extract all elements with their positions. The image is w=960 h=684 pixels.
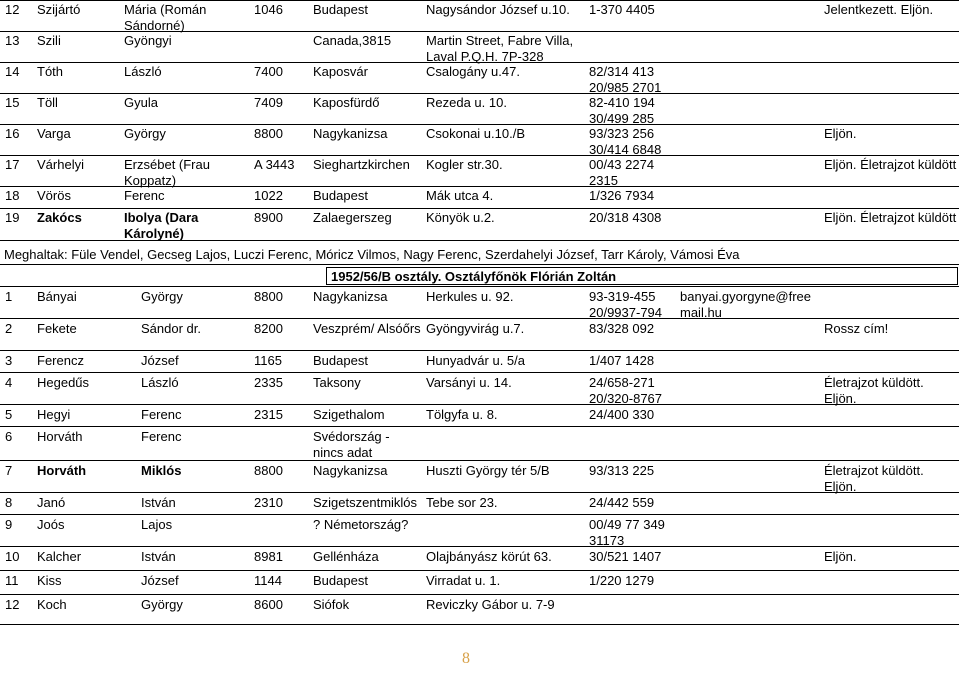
city: Kaposfürdő (313, 95, 380, 110)
class-section-title (326, 267, 958, 285)
postal-code: 8200 (254, 321, 283, 336)
row-divider (0, 570, 959, 571)
phone-number: 00/43 2274 2315 (589, 157, 655, 188)
street-address: Reviczky Gábor u. 7-9 (426, 597, 555, 612)
phone-number: 93/323 256 30/414 6848 (589, 126, 662, 157)
row-divider (0, 62, 959, 63)
street-address: Gyöngyvirág u.7. (426, 321, 525, 336)
remark: Rossz cím! (824, 321, 889, 336)
phone-number: 24/658-271 20/320-8767 (589, 375, 663, 406)
street-address: Mák utca 4. (426, 188, 494, 203)
last-name: Koch (37, 597, 67, 612)
last-name: Várhelyi (37, 157, 84, 172)
phone-number: 1/326 7934 (589, 188, 655, 203)
remark: Életrajzot küldött. Eljön. (824, 375, 924, 406)
first-name: György (124, 126, 166, 141)
last-name: Kiss (37, 573, 62, 588)
row-divider (0, 426, 959, 427)
postal-code: 8800 (254, 289, 283, 304)
row-number: 1 (5, 289, 13, 304)
last-name: Tóth (37, 64, 64, 79)
last-name: Ferencz (37, 353, 84, 368)
email-address: banyai.gyorgyne@free mail.hu (680, 289, 811, 320)
row-number: 16 (5, 126, 20, 141)
phone-number: 30/521 1407 (589, 549, 662, 564)
last-name: Joós (37, 517, 65, 532)
last-name: Vörös (37, 188, 71, 203)
row-number: 13 (5, 33, 20, 48)
row-divider (0, 372, 959, 373)
first-name: Lajos (141, 517, 173, 532)
phone-number: 24/400 330 (589, 407, 655, 422)
first-name: Gyula (124, 95, 158, 110)
phone-number: 93/313 225 (589, 463, 655, 478)
last-name: Janó (37, 495, 66, 510)
last-name: Szijártó (37, 2, 81, 17)
row-number: 11 (5, 573, 19, 588)
postal-code: 7409 (254, 95, 283, 110)
city: Gellénháza (313, 549, 379, 564)
city: Kaposvár (313, 64, 368, 79)
last-name: Zakócs (37, 210, 82, 225)
section-title-text: 1952/56/B osztály. Osztályfőnök Flórián Zoltán (331, 269, 617, 284)
row-number: 3 (5, 353, 13, 368)
postal-code: 1144 (254, 573, 282, 588)
row-number: 17 (5, 157, 20, 172)
postal-code: 8800 (254, 463, 283, 478)
row-divider (0, 546, 959, 547)
first-name: László (124, 64, 162, 79)
page-number: 8 (462, 650, 470, 667)
row-number: 5 (5, 407, 13, 422)
city: Nagykanizsa (313, 463, 388, 478)
row-divider (0, 492, 959, 493)
city: Budapest (313, 2, 368, 17)
row-number: 12 (5, 2, 20, 17)
postal-code: 2335 (254, 375, 283, 390)
first-name: Erzsébet (Frau Koppatz) (124, 157, 210, 188)
phone-number: 1/407 1428 (589, 353, 655, 368)
first-name: Miklós (141, 463, 182, 478)
city: Szigethalom (313, 407, 385, 422)
row-number: 10 (5, 549, 20, 564)
phone-number: 93-319-455 20/9937-794 (589, 289, 663, 320)
phone-number: 83/328 092 (589, 321, 655, 336)
row-number: 8 (5, 495, 13, 510)
postal-code: 8981 (254, 549, 283, 564)
city: ? Németország? (313, 517, 409, 532)
postal-code: 1046 (254, 2, 283, 17)
city: Svédország - nincs adat (313, 429, 390, 460)
first-name: Ferenc (141, 407, 182, 422)
phone-number: 00/49 77 349 31173 (589, 517, 665, 548)
last-name: Varga (37, 126, 71, 141)
city: Veszprém/ Alsóőrs (313, 321, 421, 336)
street-address: Hunyadvár u. 5/a (426, 353, 526, 368)
first-name: Mária (Román Sándorné) (124, 2, 207, 33)
row-divider (0, 624, 959, 625)
street-address: Könyök u.2. (426, 210, 495, 225)
deceased-note: Meghaltak: Füle Vendel, Gecseg Lajos, Luczi Ferenc, Móricz Vilmos, Nagy Ferenc, Szerdahelyi József, Tarr Károly, Vámosi Éva (4, 247, 740, 262)
first-name: Gyöngyi (124, 33, 172, 48)
phone-number: 1/220 1279 (589, 573, 655, 588)
street-address: Olajbányász körút 63. (426, 549, 552, 564)
row-number: 4 (5, 375, 13, 390)
city: Sieghartzkirchen (313, 157, 410, 172)
postal-code: 8800 (254, 126, 283, 141)
last-name: Kalcher (37, 549, 82, 564)
street-address: Martin Street, Fabre Villa, Laval P.Q.H. 7P-328 (426, 33, 574, 64)
last-name: Hegyi (37, 407, 71, 422)
street-address: Varsányi u. 14. (426, 375, 512, 390)
first-name: Ferenc (124, 188, 165, 203)
row-divider (0, 240, 959, 241)
first-name: Ibolya (Dara Károlyné) (124, 210, 199, 241)
postal-code: 1022 (254, 188, 283, 203)
row-divider (0, 350, 959, 351)
remark: Életrajzot küldött. Eljön. (824, 463, 924, 494)
row-number: 19 (5, 210, 20, 225)
first-name: József (141, 353, 179, 368)
city: Zalaegerszeg (313, 210, 392, 225)
row-number: 14 (5, 64, 20, 79)
city: Canada,3815 (313, 33, 392, 48)
street-address: Nagysándor József u.10. (426, 2, 570, 17)
city: Budapest (313, 573, 368, 588)
street-address: Tebe sor 23. (426, 495, 498, 510)
last-name: Horváth (37, 429, 83, 444)
first-name: László (141, 375, 179, 390)
phone-number: 82-410 194 30/499 285 (589, 95, 655, 126)
row-number: 9 (5, 517, 13, 532)
first-name: István (141, 549, 176, 564)
street-address: Kogler str.30. (426, 157, 503, 172)
row-divider (0, 460, 959, 461)
remark: Jelentkezett. Eljön. (824, 2, 934, 17)
first-name: György (141, 289, 183, 304)
city: Nagykanizsa (313, 289, 388, 304)
row-divider (0, 318, 959, 319)
street-address: Csokonai u.10./B (426, 126, 526, 141)
first-name: József (141, 573, 179, 588)
first-name: György (141, 597, 183, 612)
phone-number: 1-370 4405 (589, 2, 655, 17)
city: Budapest (313, 188, 368, 203)
phone-number: 82/314 413 20/985 2701 (589, 64, 662, 95)
row-divider (0, 93, 959, 94)
last-name: Fekete (37, 321, 77, 336)
row-divider (0, 0, 959, 1)
last-name: Szili (37, 33, 61, 48)
last-name: Bányai (37, 289, 77, 304)
row-divider (0, 31, 959, 32)
city: Szigetszentmiklós (313, 495, 418, 510)
remark: Eljön. (824, 126, 857, 141)
last-name: Horváth (37, 463, 87, 478)
street-address: Huszti György tér 5/B (426, 463, 550, 478)
first-name: Sándor dr. (141, 321, 201, 336)
postal-code: 2315 (254, 407, 283, 422)
postal-code: 7400 (254, 64, 283, 79)
row-divider (0, 594, 959, 595)
remark: Eljön. (824, 549, 857, 564)
row-number: 12 (5, 597, 20, 612)
first-name: Ferenc (141, 429, 182, 444)
city: Nagykanizsa (313, 126, 388, 141)
city: Budapest (313, 353, 368, 368)
row-number: 18 (5, 188, 20, 203)
phone-number: 24/442 559 (589, 495, 655, 510)
remark: Eljön. Életrajzot küldött (824, 210, 957, 225)
city: Siófok (313, 597, 350, 612)
row-divider (0, 404, 959, 405)
phone-number: 20/318 4308 (589, 210, 662, 225)
row-number: 6 (5, 429, 13, 444)
row-number: 2 (5, 321, 13, 336)
remark: Eljön. Életrajzot küldött (824, 157, 957, 172)
row-divider (0, 186, 959, 187)
street-address: Rezeda u. 10. (426, 95, 507, 110)
row-divider (0, 124, 959, 125)
last-name: Hegedűs (37, 375, 90, 390)
street-address: Virradat u. 1. (426, 573, 501, 588)
postal-code: 8900 (254, 210, 283, 225)
first-name: István (141, 495, 176, 510)
street-address: Csalogány u.47. (426, 64, 520, 79)
row-divider (0, 208, 959, 209)
street-address: Tölgyfa u. 8. (426, 407, 498, 422)
postal-code: 1165 (254, 353, 282, 368)
city: Taksony (313, 375, 361, 390)
street-address: Herkules u. 92. (426, 289, 514, 304)
postal-code: 2310 (254, 495, 283, 510)
postal-code: 8600 (254, 597, 283, 612)
postal-code: A 3443 (254, 157, 295, 172)
row-divider (0, 286, 959, 287)
row-number: 7 (5, 463, 13, 478)
row-number: 15 (5, 95, 20, 110)
row-divider (0, 514, 959, 515)
row-divider (0, 264, 959, 265)
row-divider (0, 155, 959, 156)
last-name: Töll (37, 95, 58, 110)
